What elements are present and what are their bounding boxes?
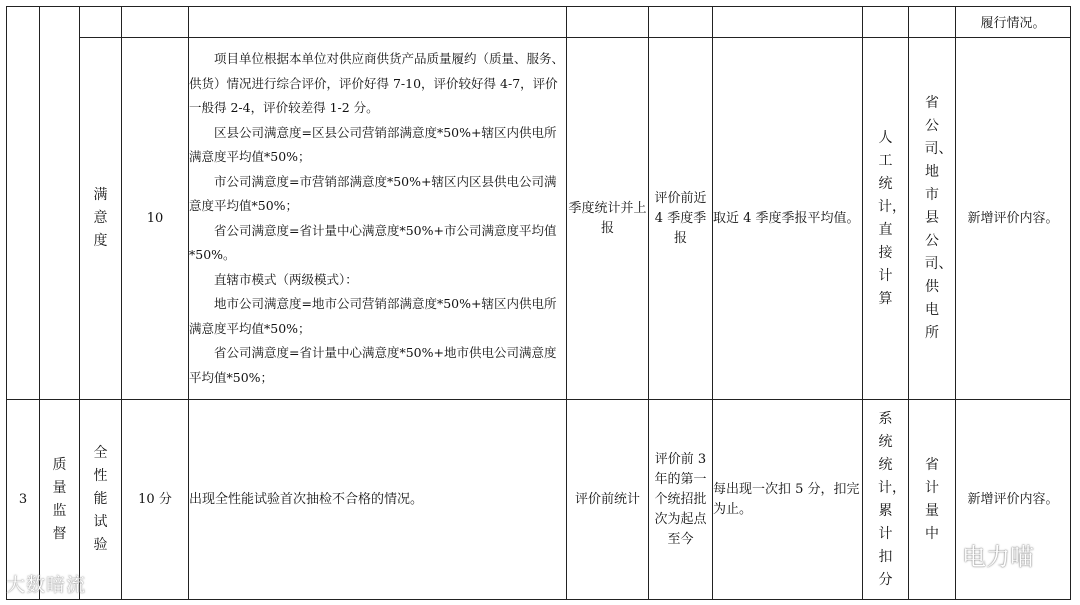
cell-calc: 人工统计，直接计算 [863,38,909,400]
table-row-satisfaction [7,38,1071,400]
cell-note-tail: 履行情况。 [956,7,1071,38]
cell-period: 评价前近 4 季度季报 [649,38,713,400]
table-row-quality [7,400,1071,600]
cell-empty [863,7,909,38]
cell-score: 10 分 [122,400,189,600]
cell-description: 出现全性能试验首次抽检不合格的情况。 [189,400,567,600]
description-paragraph: 直辖市模式（两级模式）： [214,271,358,287]
cell-empty [122,7,189,38]
evaluation-table [6,6,1071,600]
cell-method: 取近 4 季度季报平均值。 [713,38,863,400]
cell-no: 3 [7,400,40,600]
cell-period: 评价前 3 年的第一个统招批次为起点至今 [649,400,713,600]
description-paragraph: 项目单位根据本单位对供应商供货产品质量履约（质量、服务、供货）情况进行综合评价，评价好得 7-10，评价较好得 4-7，评价一般得 2-4，评价较差得 1-2 分。 [189,51,565,115]
cell-empty [713,7,863,38]
cell-category: 质量监督 [40,400,80,600]
cell-empty [649,7,713,38]
cell-calc: 系统统计，累计扣分 [863,400,909,600]
description-paragraph: 地市公司满意度=地市公司营销部满意度*50%+辖区内供电所满意度平均值*50%； [189,296,557,336]
cell-no-continued [7,7,40,400]
cell-collection: 季度统计并上报 [567,38,649,400]
description-paragraph: 市公司满意度=市营销部满意度*50%+辖区内区县供电公司满意度平均值*50%； [189,173,557,213]
watermark-left: 大数暗流 [6,574,87,596]
cell-empty [909,7,956,38]
cell-item: 满意度 [80,38,122,400]
cell-item: 全性能试验 [80,400,122,600]
wechat-icon [922,542,956,568]
cell-empty [189,7,567,38]
description-paragraph: 省公司满意度=省计量中心满意度*50%+市公司满意度平均值*50%。 [189,222,557,262]
cell-note: 新增评价内容。 [956,38,1071,400]
cell-empty [567,7,649,38]
cell-description [189,38,567,400]
cell-score: 10 [122,38,189,400]
watermark-right [922,537,1034,572]
cell-collection: 评价前统计 [567,400,649,600]
cell-method: 每出现一次扣 5 分，扣完为止。 [713,400,863,600]
cell-note: 新增评价内容。 [956,400,1071,600]
table-row-continued [7,7,1071,38]
cell-empty [80,7,122,38]
description-paragraph: 区县公司满意度=区县公司营销部满意度*50%+辖区内供电所满意度平均值*50%； [189,124,557,164]
description-paragraph: 省公司满意度=省计量中心满意度*50%+地市供电公司满意度平均值*50%； [189,345,557,385]
cell-unit: 省计量中 [909,400,956,600]
watermark-right-text: 电力喵 [962,543,1034,571]
cell-unit: 省公司、地市县公司、供电所 [909,38,956,400]
cell-category-continued [40,7,80,400]
